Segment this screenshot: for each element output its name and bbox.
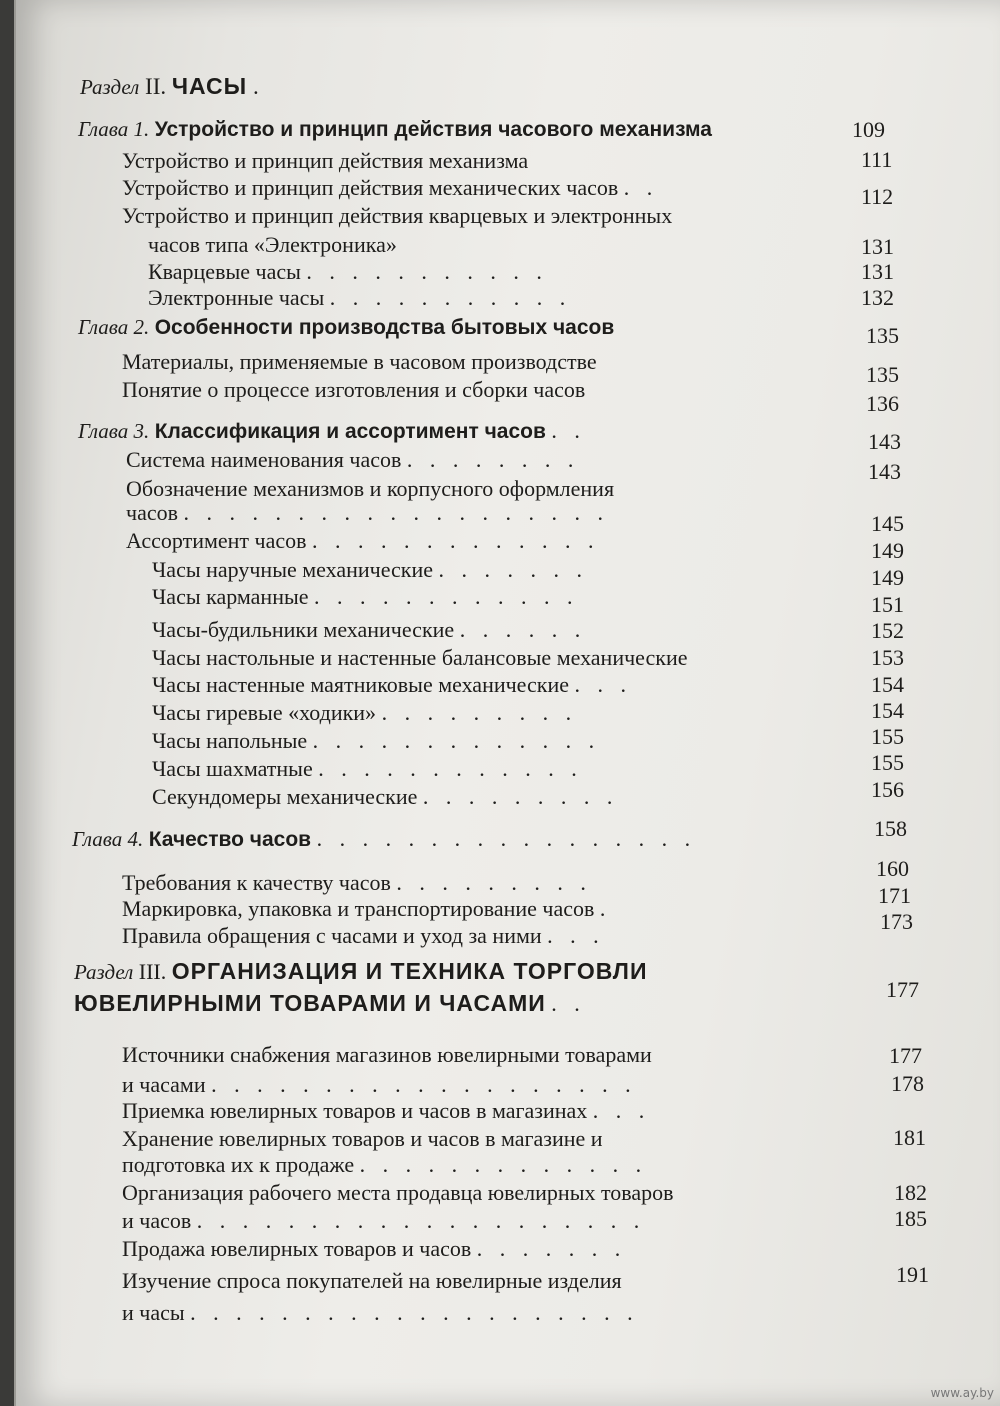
toc-entry: Часы карманные . . . . . . . . . . . . — [152, 584, 579, 609]
toc-entry: Правила обращения с часами и уход за ними . . . — [122, 923, 605, 948]
page-number: 156 — [871, 777, 904, 802]
page-number: 131 — [861, 234, 894, 259]
section-numeral: III. — [138, 959, 167, 984]
toc-entry: Часы шахматные . . . . . . . . . . . . — [152, 756, 583, 781]
section-heading — [74, 958, 647, 985]
page-number: 111 — [861, 147, 893, 172]
section-label: Раздел — [74, 960, 134, 984]
chapter-label: Глава 4. — [72, 827, 144, 851]
section-label: Раздел — [80, 75, 140, 99]
watermark: www.ay.by — [930, 1386, 994, 1400]
toc-entry: Система наименования часов . . . . . . . . — [126, 447, 580, 472]
toc-entry: Часы гиревые «ходики» . . . . . . . . . — [152, 700, 578, 725]
page-number: 143 — [868, 429, 901, 454]
toc-entry: Часы настенные маятниковые механические . . . — [152, 672, 632, 697]
toc-entry: Организация рабочего места продавца ювелирных товаров — [122, 1180, 674, 1205]
chapter-label: Глава 1. — [78, 117, 150, 141]
chapter-heading — [72, 826, 696, 853]
page-number: 153 — [871, 645, 904, 670]
page-number: 182 — [894, 1180, 927, 1205]
toc-entry: Устройство и принцип действия механических часов . . — [122, 175, 659, 200]
section-heading-continued — [74, 990, 586, 1017]
toc-entry: Источники снабжения магазинов ювелирными товарами — [122, 1042, 652, 1067]
page-number: 145 — [871, 511, 904, 536]
page-number: 177 — [889, 1043, 922, 1068]
toc-entry: Устройство и принцип действия кварцевых и электронных — [122, 203, 673, 228]
chapter-heading — [78, 418, 586, 445]
section-title: ОРГАНИЗАЦИЯ И ТЕХНИКА ТОРГОВЛИ — [171, 958, 648, 984]
toc-entry: Хранение ювелирных товаров и часов в магазине и — [122, 1126, 603, 1151]
page-number: 151 — [871, 592, 904, 617]
toc-entry: Секундомеры механические . . . . . . . . . — [152, 784, 619, 809]
toc-entry: Продажа ювелирных товаров и часов . . . . . . . — [122, 1236, 627, 1261]
page-number: 154 — [871, 672, 904, 697]
page-number: 135 — [866, 323, 899, 348]
toc-entry: Изучение спроса покупателей на ювелирные изделия — [122, 1268, 622, 1293]
toc-entry: часов типа «Электроника» — [148, 232, 397, 257]
toc-entry: Ассортимент часов . . . . . . . . . . . . . — [126, 528, 600, 553]
page-number: 135 — [866, 362, 899, 387]
chapter-label: Глава 3. — [78, 419, 150, 443]
chapter-title: Устройство и принцип действия часового механизма — [154, 118, 712, 141]
toc-entry: Требования к качеству часов . . . . . . . . . — [122, 870, 592, 895]
toc-entry: Устройство и принцип действия механизма — [122, 148, 529, 173]
section-heading — [80, 73, 265, 100]
page-number: 158 — [874, 816, 907, 841]
leader-dots: . . — [551, 991, 586, 1016]
chapter-label: Глава 2. — [78, 315, 150, 339]
toc-entry: Приемка ювелирных товаров и часов в магазинах . . . — [122, 1098, 651, 1123]
toc-entry: Маркировка, упаковка и транспортирование часов . — [122, 896, 612, 921]
page-number: 152 — [871, 618, 904, 643]
page-number: 181 — [893, 1125, 926, 1150]
toc-entry: Часы настольные и настенные балансовые механические — [152, 645, 688, 670]
page-number: 155 — [871, 750, 904, 775]
section-numeral: II. — [145, 74, 167, 99]
toc-entry: и часами . . . . . . . . . . . . . . . . . . . — [122, 1072, 637, 1097]
page-number: 178 — [891, 1071, 924, 1096]
section-title: ЧАСЫ — [171, 73, 248, 99]
chapter-heading — [78, 116, 838, 143]
toc-entry: часов . . . . . . . . . . . . . . . . . . . — [126, 500, 609, 525]
page-number: 154 — [871, 698, 904, 723]
page-number: 149 — [871, 538, 904, 563]
page-number: 132 — [861, 285, 894, 310]
page-number: 112 — [861, 184, 894, 209]
toc-entry: подготовка их к продаже . . . . . . . . . . . . . — [122, 1152, 648, 1177]
page-number: 177 — [886, 977, 919, 1002]
toc-entry: Материалы, применяемые в часовом производстве — [122, 349, 597, 374]
page-number: 171 — [878, 883, 911, 908]
toc-entry: Обозначение механизмов и корпусного оформления — [126, 476, 615, 501]
book-page — [14, 0, 1000, 1406]
toc-entry: и часов . . . . . . . . . . . . . . . . . . . . — [122, 1208, 646, 1233]
leader-dots: . . . . . . . . . . . . . . . . . — [316, 826, 697, 851]
page-number: 143 — [868, 459, 901, 484]
chapter-title: Качество часов — [148, 828, 312, 851]
chapter-title: Классификация и ассортимент часов — [154, 420, 546, 443]
leader-dots: . . — [551, 418, 586, 443]
page-number: 131 — [861, 259, 894, 284]
toc-entry: Часы напольные . . . . . . . . . . . . . — [152, 728, 601, 753]
page-number: 185 — [894, 1206, 927, 1231]
leader-dots: . — [252, 74, 265, 99]
toc-entry: Часы наручные механические . . . . . . . — [152, 557, 589, 582]
section-title: ЮВЕЛИРНЫМИ ТОВАРАМИ И ЧАСАМИ — [74, 990, 546, 1016]
page-number: 160 — [876, 856, 909, 881]
toc-entry: Понятие о процессе изготовления и сборки часов — [122, 377, 586, 402]
page-number: 149 — [871, 565, 904, 590]
chapter-title: Особенности производства бытовых часов — [154, 316, 615, 339]
chapter-heading — [78, 314, 614, 341]
toc-entry: Часы-будильники механические . . . . . . — [152, 617, 587, 642]
page-number: 136 — [866, 391, 899, 416]
page-number: 191 — [896, 1262, 929, 1287]
toc-entry: Кварцевые часы . . . . . . . . . . . — [148, 259, 548, 284]
page-number: 155 — [871, 724, 904, 749]
page-number: 109 — [852, 117, 885, 142]
toc-entry: и часы . . . . . . . . . . . . . . . . . . . . — [122, 1300, 639, 1325]
page-number: 173 — [880, 909, 913, 934]
toc-entry: Электронные часы . . . . . . . . . . . — [148, 285, 572, 310]
